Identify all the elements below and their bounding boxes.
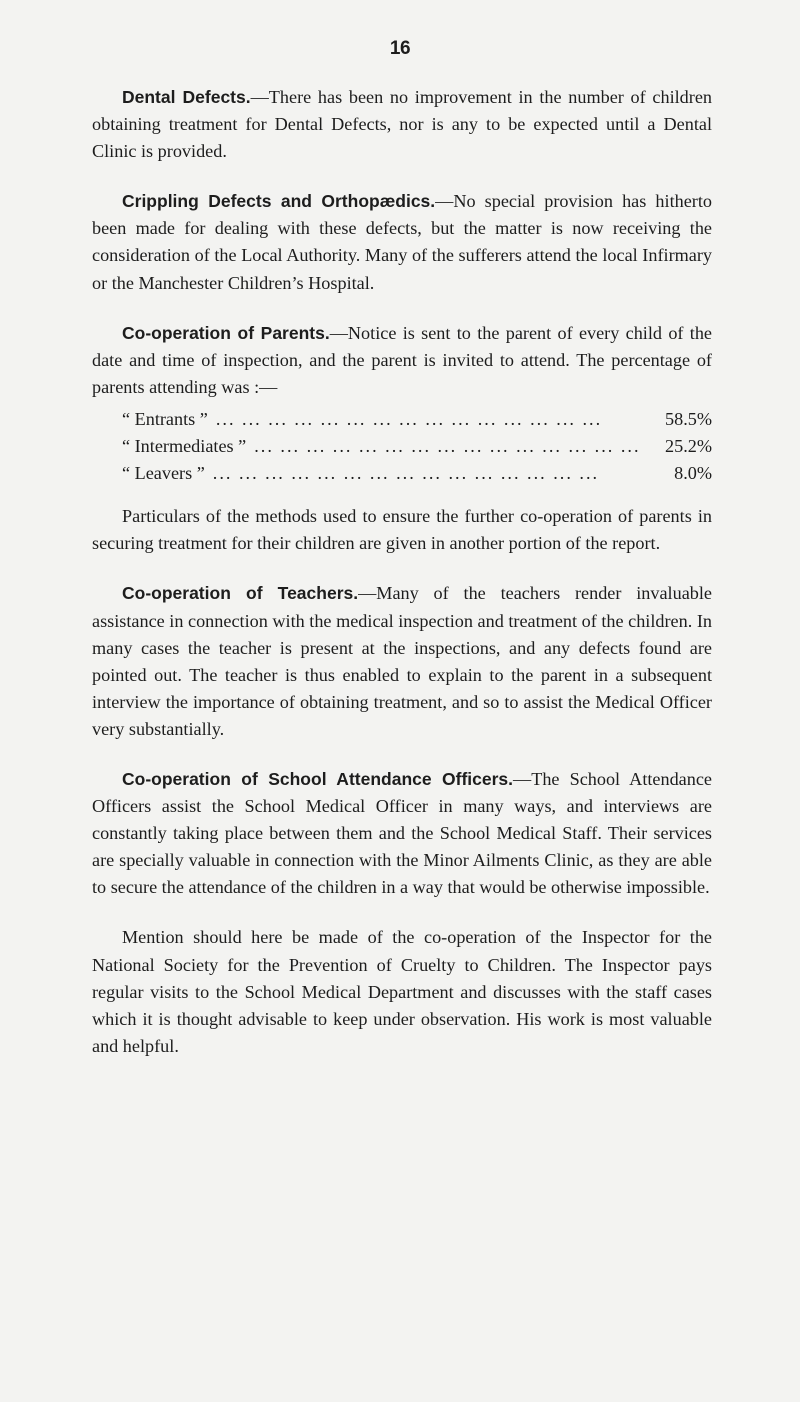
crippling-defects-paragraph (92, 188, 712, 296)
attendance-row (92, 433, 712, 460)
attendance-table (92, 406, 712, 487)
leader-dots (213, 460, 642, 487)
crippling-defects-text: —No special provision has hitherto been made for dealing with these defects, but the matter is now receiving the consideration of the Local Authority. Many of the sufferers attend the local Infirmary or the Manchester Children’s Hospital. (92, 191, 713, 293)
page-number: 16 (389, 38, 411, 59)
nspcc-paragraph: Mention should here be made of the co-operation of the Inspector for the National Society for the Prevention of Cruelty to Children. The Inspector pays regular visits to the School Medical Department and discusses with the staff cases which it is thought advisable to keep under observation. His work is most valuable and helpful. (92, 927, 712, 1056)
attendance-label: “ Intermediates ” (122, 436, 247, 457)
teachers-heading: Co-operation of Teachers. (122, 583, 359, 604)
attendance-officers-heading: Co-operation of School Attendance Officers. (122, 768, 514, 789)
attendance-officers-text: —The School Attendance Officers assist the School Medical Officer in many ways, and interviews are constantly taking place between them and the School Medical Staff. Their services are specially valuable in connection with the Minor Ailments Clinic, as they are able to secure the attendance of the children in a way that would be otherwise impossible. (92, 768, 712, 898)
dental-defects-text: —There has been no improvement in the number of children obtaining treatment for Dental Defects, nor is any to be expected until a Dental Clinic is provided. (92, 87, 713, 162)
leader-dots (254, 433, 642, 460)
body-text (92, 84, 712, 1083)
parents-text: —Notice is sent to the parent of every child of the date and time of inspection, and the parent is invited to attend. The percentage of parents attending was :— (92, 322, 712, 397)
attendance-value: 58.5% (665, 408, 712, 429)
parents-followup-paragraph: Particulars of the methods used to ensure the further co-operation of parents in securing treatment for their children are given in another portion of the report. (92, 506, 712, 554)
teachers-paragraph (92, 580, 712, 743)
dental-defects-paragraph (92, 84, 712, 165)
attendance-row (92, 406, 712, 433)
attendance-value: 25.2% (665, 436, 712, 457)
teachers-text: —Many of the teachers render invaluable assistance in connection with the medical inspection and treatment of the children. In many cases the teacher is present at the inspections, and any defects found are pointed out. The teacher is thus enabled to explain to the parent in a subsequent interview the importance of obtaining treatment, and so to assist the Medical Officer very substantially. (92, 583, 712, 739)
dental-defects-heading: Dental Defects. (122, 87, 251, 107)
attendance-label: “ Leavers ” (122, 463, 205, 484)
attendance-row (92, 460, 712, 487)
attendance-label: “ Entrants ” (122, 408, 208, 429)
attendance-officers-paragraph (92, 766, 712, 901)
parents-heading: Co-operation of Parents. (122, 322, 330, 343)
crippling-defects-heading: Crippling Defects and Orthopædics. (122, 191, 436, 212)
parents-paragraph (92, 320, 712, 401)
attendance-value: 8.0% (674, 463, 712, 484)
leader-dots (216, 406, 642, 433)
